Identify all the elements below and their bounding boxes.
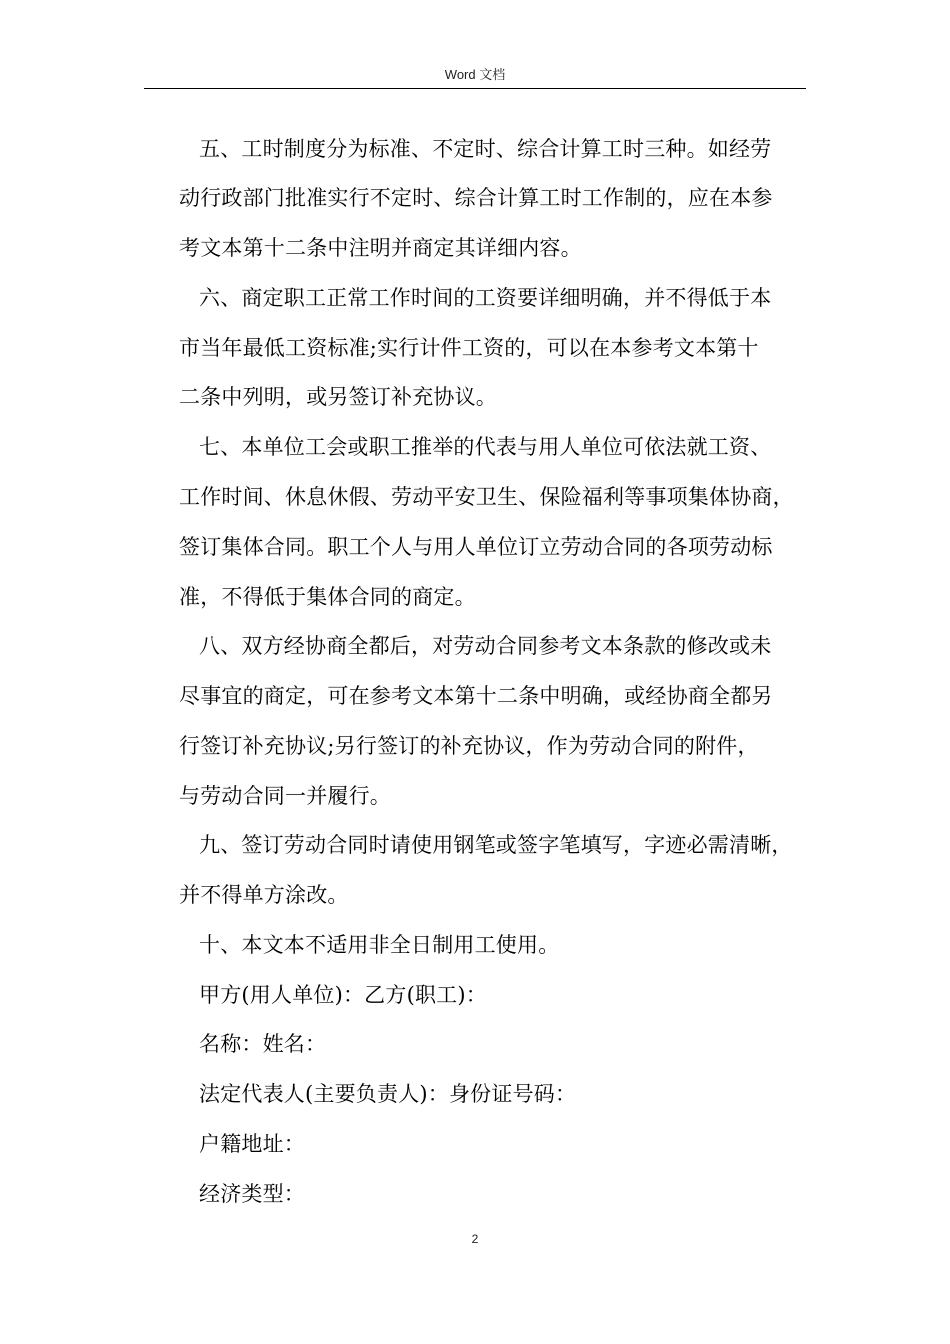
paragraph-9-line-2: 并不得单方涂改。 xyxy=(179,883,349,907)
paragraph-9-line-1: 九、签订劳动合同时请使用钢笔或签字笔填写，字迹必需清晰， xyxy=(199,833,793,857)
paragraph-8-line-3: 行签订补充协议;另行签订的补充协议，作为劳动合同的附件， xyxy=(179,734,759,758)
paragraph-7-line-2: 工作时间、休息休假、劳动平安卫生、保险福利等事项集体协商， xyxy=(179,485,794,509)
paragraph-5-line-3: 考文本第十二条中注明并商定其详细内容。 xyxy=(179,236,582,260)
party-labels-line: 甲方(用人单位)：乙方(职工)： xyxy=(199,983,487,1007)
paragraph-5-line-1: 五、工时制度分为标准、不定时、综合计算工时三种。如经劳 xyxy=(199,137,772,161)
paragraph-7-line-4: 准，不得低于集体合同的商定。 xyxy=(179,585,476,609)
paragraph-6-line-3: 二条中列明，或另签订补充协议。 xyxy=(179,385,497,409)
paragraph-6-line-2: 市当年最低工资标准;实行计件工资的，可以在本参考文本第十 xyxy=(179,336,759,360)
household-address-line: 户籍地址： xyxy=(199,1132,305,1156)
header-divider xyxy=(144,88,806,89)
page-number: 2 xyxy=(471,1232,479,1246)
paragraph-7-line-1: 七、本单位工会或职工推举的代表与用人单位可依法就工资、 xyxy=(199,435,772,459)
paragraph-8-line-4: 与劳动合同一并履行。 xyxy=(179,784,391,808)
paragraph-8-line-2: 尽事宜的商定，可在参考文本第十二条中明确，或经协商全都另 xyxy=(179,684,773,708)
paragraph-10-line-1: 十、本文本不适用非全日制用工使用。 xyxy=(199,933,560,957)
paragraph-8-line-1: 八、双方经协商全都后，对劳动合同参考文本条款的修改或未 xyxy=(199,634,772,658)
paragraph-5-line-2: 动行政部门批准实行不定时、综合计算工时工作制的，应在本参 xyxy=(179,186,773,210)
name-labels-line: 名称：姓名： xyxy=(199,1032,327,1056)
paragraph-7-line-3: 签订集体合同。职工个人与用人单位订立劳动合同的各项劳动标 xyxy=(179,535,773,559)
paragraph-6-line-1: 六、商定职工正常工作时间的工资要详细明确，并不得低于本 xyxy=(199,286,772,310)
representative-line: 法定代表人(主要负责人)：身份证号码： xyxy=(199,1082,577,1106)
economic-type-line: 经济类型： xyxy=(199,1182,305,1206)
page-header: Word 文档 xyxy=(444,67,506,82)
